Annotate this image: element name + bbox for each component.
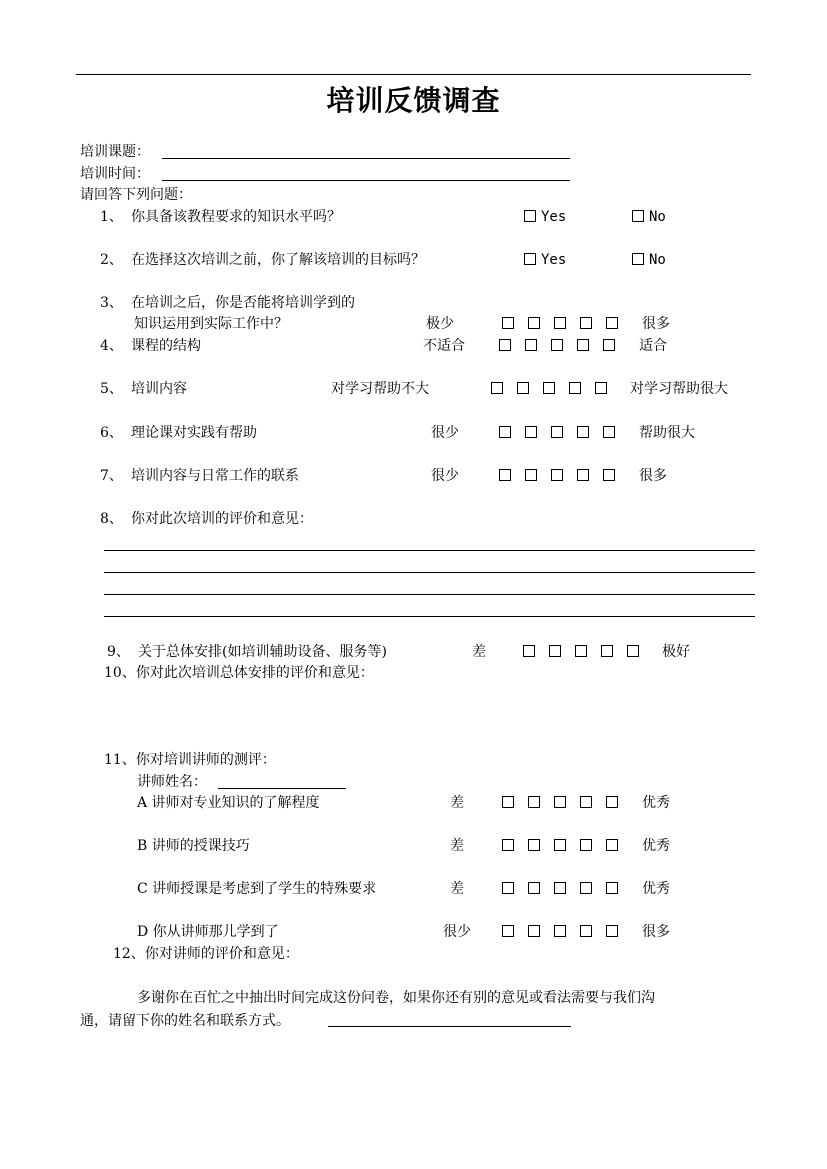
- q4-text: 课程的结构: [131, 338, 201, 354]
- q2-yes-checkbox[interactable]: [524, 253, 536, 265]
- rating-checkbox[interactable]: [606, 317, 618, 329]
- q7-number: 7、: [100, 468, 123, 484]
- q3-number: 3、: [100, 295, 123, 311]
- q1-yes-option[interactable]: Yes: [524, 208, 566, 226]
- rating-checkbox[interactable]: [499, 469, 511, 481]
- q11-text: 11、你对培训讲师的测评：: [104, 752, 276, 768]
- page-title: 培训反馈调查: [326, 84, 501, 117]
- q2-no-checkbox[interactable]: [632, 253, 644, 265]
- time-label: 培训时间：: [80, 166, 150, 182]
- rating-checkbox[interactable]: [580, 796, 592, 808]
- rating-checkbox[interactable]: [528, 317, 540, 329]
- rating-checkbox[interactable]: [502, 839, 514, 851]
- rating-checkbox[interactable]: [528, 839, 540, 851]
- rating-checkbox[interactable]: [554, 317, 566, 329]
- q9-number: 9、: [107, 644, 130, 660]
- rating-checkbox[interactable]: [499, 426, 511, 438]
- q8-answer-line[interactable]: [104, 594, 755, 595]
- q4-rating-boxes[interactable]: [499, 337, 629, 355]
- rating-checkbox[interactable]: [575, 645, 587, 657]
- q6-high-label: 帮助很大: [639, 425, 695, 441]
- q7-rating-boxes[interactable]: [499, 467, 629, 485]
- instruction: 请回答下列问题：: [80, 187, 192, 203]
- rating-checkbox[interactable]: [525, 469, 537, 481]
- q2-no-option[interactable]: No: [632, 251, 666, 269]
- rating-checkbox[interactable]: [577, 469, 589, 481]
- q11d-high-label: 很多: [642, 924, 670, 940]
- q11c-low-label: 差: [450, 881, 464, 897]
- q11a-high-label: 优秀: [642, 795, 670, 811]
- q4-low-label: 不适合: [423, 338, 465, 354]
- q6-number: 6、: [100, 425, 123, 441]
- q2-number: 2、: [100, 252, 123, 268]
- rating-checkbox[interactable]: [523, 645, 535, 657]
- rating-checkbox[interactable]: [606, 925, 618, 937]
- q3-high-label: 很多: [642, 316, 670, 332]
- q11c-text: C 讲师授课是考虑到了学生的特殊要求: [137, 881, 377, 897]
- rating-checkbox[interactable]: [606, 839, 618, 851]
- q8-answer-line[interactable]: [104, 550, 755, 551]
- rating-checkbox[interactable]: [554, 925, 566, 937]
- q1-text: 你具备该教程要求的知识水平吗？: [131, 209, 341, 225]
- q3-rating-boxes[interactable]: [502, 315, 632, 333]
- q9-rating-boxes[interactable]: [523, 643, 653, 661]
- rating-checkbox[interactable]: [517, 382, 529, 394]
- rating-checkbox[interactable]: [502, 882, 514, 894]
- q5-rating-boxes[interactable]: [491, 380, 621, 398]
- rating-checkbox[interactable]: [606, 882, 618, 894]
- rating-checkbox[interactable]: [525, 339, 537, 351]
- rating-checkbox[interactable]: [603, 469, 615, 481]
- rating-checkbox[interactable]: [580, 925, 592, 937]
- rating-checkbox[interactable]: [627, 645, 639, 657]
- contact-field[interactable]: [328, 1026, 571, 1027]
- q4-number: 4、: [100, 338, 123, 354]
- q7-text: 培训内容与日常工作的联系: [131, 468, 299, 484]
- rating-checkbox[interactable]: [543, 382, 555, 394]
- rating-checkbox[interactable]: [528, 925, 540, 937]
- rating-checkbox[interactable]: [528, 796, 540, 808]
- rating-checkbox[interactable]: [551, 426, 563, 438]
- rating-checkbox[interactable]: [491, 382, 503, 394]
- q3-low-label: 极少: [426, 316, 454, 332]
- q1-no-checkbox[interactable]: [632, 210, 644, 222]
- closing-line2: 通，请留下你的姓名和联系方式。: [80, 1013, 290, 1029]
- q4-high-label: 适合: [639, 338, 667, 354]
- rating-checkbox[interactable]: [554, 796, 566, 808]
- rating-checkbox[interactable]: [603, 426, 615, 438]
- q5-high-label: 对学习帮助很大: [630, 381, 728, 397]
- q5-text: 培训内容: [131, 381, 187, 397]
- lecturer-name-label: 讲师姓名：: [137, 774, 207, 790]
- q11b-low-label: 差: [450, 838, 464, 854]
- rating-checkbox[interactable]: [528, 882, 540, 894]
- rating-checkbox[interactable]: [603, 339, 615, 351]
- q8-text: 你对此次培训的评价和意见：: [131, 511, 313, 527]
- q6-text: 理论课对实践有帮助: [131, 425, 257, 441]
- rating-checkbox[interactable]: [551, 469, 563, 481]
- q11d-rating-boxes[interactable]: [502, 923, 632, 941]
- rating-checkbox[interactable]: [577, 339, 589, 351]
- rating-checkbox[interactable]: [577, 426, 589, 438]
- q11c-rating-boxes[interactable]: [502, 880, 632, 898]
- q1-yes-checkbox[interactable]: [524, 210, 536, 222]
- rating-checkbox[interactable]: [580, 882, 592, 894]
- course-field[interactable]: [162, 158, 570, 159]
- q11d-text: D 你从讲师那儿学到了: [137, 924, 279, 940]
- q2-text: 在选择这次培训之前，你了解该培训的目标吗？: [131, 252, 425, 268]
- rating-checkbox[interactable]: [580, 317, 592, 329]
- rating-checkbox[interactable]: [569, 382, 581, 394]
- rating-checkbox[interactable]: [549, 645, 561, 657]
- q11a-rating-boxes[interactable]: [502, 794, 632, 812]
- rating-checkbox[interactable]: [606, 796, 618, 808]
- course-label: 培训课题：: [80, 144, 150, 160]
- lecturer-name-field[interactable]: [218, 788, 346, 789]
- q9-low-label: 差: [472, 644, 486, 660]
- q9-text: 关于总体安排(如培训辅助设备、服务等): [138, 644, 387, 660]
- q12-text: 12、你对讲师的评价和意见：: [113, 946, 299, 962]
- q5-number: 5、: [100, 381, 123, 397]
- q11b-high-label: 优秀: [642, 838, 670, 854]
- q3-text-line2: 知识运用到实际工作中？: [134, 316, 288, 332]
- q11b-text: B 讲师的授课技巧: [137, 838, 250, 854]
- q11c-high-label: 优秀: [642, 881, 670, 897]
- q11b-rating-boxes[interactable]: [502, 837, 632, 855]
- q1-no-option[interactable]: No: [632, 208, 666, 226]
- q5-low-label: 对学习帮助不大: [331, 381, 429, 397]
- rating-checkbox[interactable]: [601, 645, 613, 657]
- q11a-low-label: 差: [450, 795, 464, 811]
- q10-text: 10、你对此次培训总体安排的评价和意见：: [104, 665, 374, 681]
- rating-checkbox[interactable]: [551, 339, 563, 351]
- q8-number: 8、: [100, 511, 123, 527]
- rating-checkbox[interactable]: [502, 796, 514, 808]
- q2-yes-option[interactable]: Yes: [524, 251, 566, 269]
- time-field[interactable]: [162, 180, 570, 181]
- rating-checkbox[interactable]: [554, 882, 566, 894]
- q1-number: 1、: [100, 209, 123, 225]
- q6-low-label: 很少: [431, 425, 459, 441]
- rating-checkbox[interactable]: [580, 839, 592, 851]
- q11d-low-label: 很少: [443, 924, 471, 940]
- q6-rating-boxes[interactable]: [499, 424, 629, 442]
- rating-checkbox[interactable]: [554, 839, 566, 851]
- rating-checkbox[interactable]: [502, 925, 514, 937]
- rating-checkbox[interactable]: [502, 317, 514, 329]
- q8-answer-line[interactable]: [104, 616, 755, 617]
- q11a-text: A 讲师对专业知识的了解程度: [137, 795, 320, 811]
- rating-checkbox[interactable]: [499, 339, 511, 351]
- rating-checkbox[interactable]: [525, 426, 537, 438]
- q7-low-label: 很少: [431, 468, 459, 484]
- q3-text-line1: 在培训之后，你是否能将培训学到的: [131, 295, 355, 311]
- closing-line1: 多谢你在百忙之中抽出时间完成这份问卷，如果你还有别的意见或看法需要与我们沟: [137, 990, 655, 1006]
- top-rule: [76, 74, 751, 75]
- rating-checkbox[interactable]: [595, 382, 607, 394]
- q7-high-label: 很多: [639, 468, 667, 484]
- q9-high-label: 极好: [662, 644, 690, 660]
- q8-answer-line[interactable]: [104, 572, 755, 573]
